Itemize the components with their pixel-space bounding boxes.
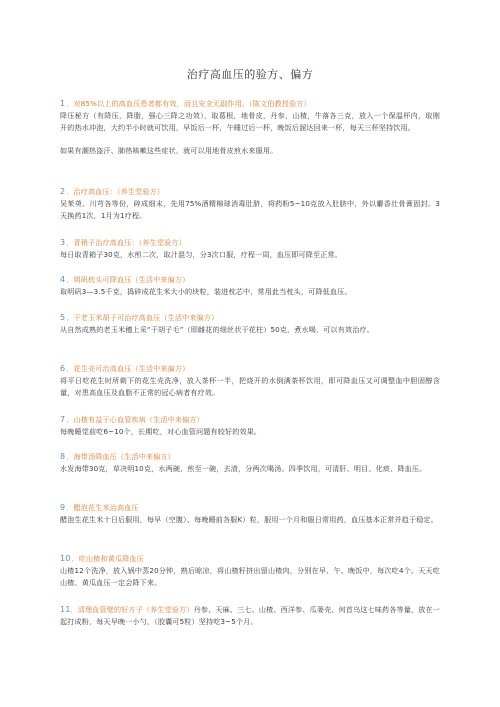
remedy-body: 水发海带30克，草决明10克，水两碗，煎至一碗，去渣，分两次喝汤。四季饮用，可清肝、明目、化痰、降血压。 [60,464,427,473]
remedy-body: 从自然成熟的老玉米穗上采“干胡子毛”（即雌花的细丝状干花柱）50克，煮水喝，可以有效治疗。 [60,325,374,334]
remedy-title: ．明矾枕头可降血压（生活中来偏方） [66,275,190,284]
remedy-title: ．海带汤降血压（生活中来偏方） [66,452,175,461]
remedy-heading-6 [60,363,440,375]
remedy-title: ．青稍子治疗高血压：（养生堂验方） [66,238,186,247]
remedy-heading-8 [60,451,440,463]
remedy-body: 降压秘方（有降压，降脂，强心三降之功效），取葛根，地骨皮，丹参，山楂，牛落各三克，放入一个保温杯内，取刚开的热水冲泡，大约半小时就可饮用，早饭后一杯，午睡过后一杯，晚饭后溜达回来一杯，每天三杯坚持饮用。 [60,111,440,132]
remedy-heading-3 [60,237,440,249]
page-title: 治疗高血压的验方、偏方 [186,68,314,81]
remedy-section-2 [60,186,440,222]
remedy-title: ．治疗高血压：（养生堂验方） [66,187,165,196]
remedy-title: ．吃山楂和黄瓜降血压 [71,554,144,563]
remedy-heading-2 [60,186,440,198]
remedy-number: 4 [60,275,66,284]
remedy-body: 取明矾3—3.5千克，捣碎成花生米大小的块粒，装进枕芯中，常用此当枕头，可降低血压。 [60,287,352,296]
remedy-section-6 [60,363,440,399]
remedy-heading-7 [60,414,440,426]
remedy-number: 11 [60,605,71,614]
remedy-body: 每晚睡觉前吃6~10个，长期吃，对心血管问题有较好的效果。 [60,427,262,436]
remedy-title: ．干老玉米胡子可治疗高血压（生活中来偏方） [66,313,219,322]
remedy-section-8 [60,451,440,475]
remedy-title: ．花生壳可治高血压（生活中来偏方） [66,364,190,373]
remedy-heading-10 [60,553,440,565]
remedy-title: ．清理血管壁的好方子（养生堂验方） [70,605,194,614]
remedy-body: 每日取青箱子30克，水煎二次，取汁混匀，分3次口服，疗程一周，血压即可降至正常。 [60,250,343,259]
remedy-title: ．醋泡花生米治高血压 [66,503,139,512]
remedy-section-11 [60,604,440,628]
remedy-heading-11 [60,604,440,628]
remedy-heading-1 [60,98,440,110]
remedy-section-4 [60,274,440,298]
remedy-body: 醋泡生花生米十日后服用，每早（空腹）、每晚睡前各服K）粒，服用一个月和服日常用药，血压基本正常并趋于稳定。 [60,515,438,524]
remedy-body: 吴茱萸、川芎各等份，碎成细末，先用75%酒精棉球消毒肚脐，将药粉5~10克放入肚脐中，外以麝香壮骨膏固封。3天换药1次，1月为1疗程。 [60,199,440,220]
remedy-heading-4 [60,274,440,286]
remedy-number: 7 [60,415,66,424]
remedy-body: 丹参、天麻、三七、山楂、西洋参、瓜蒌壳、何首乌这七味药各等量，放在一起打成粉，每天早晚一小勺，（胶囊可5粒）坚持吃3~5个月。 [60,605,440,626]
remedy-section-7 [60,414,440,438]
remedy-note: 如果有潮热盗汗、肺热咳嗽这些症状，就可以用地骨皮煎水来服用。 [60,146,278,155]
remedy-heading-5 [60,312,440,324]
remedy-body: 将平日吃花生时所剩下的花生壳洗净，放入茶杯一半，把烧开的水倒满茶杯饮用，即可降血压又可调整血中胆固醇含量，对患高血压及血脂不正常的冠心病者有疗效。 [60,376,440,397]
remedy-heading-9 [60,502,440,514]
remedy-section-5 [60,312,440,336]
remedy-number: 3 [60,238,66,247]
remedy-number: 10 [60,554,71,563]
remedy-section-9 [60,502,440,526]
remedy-section-1 [60,98,440,157]
remedy-title: ．对85%以上的高血压患者都有效，而且安全无副作用。（陈文伯教授验方） [66,99,311,108]
remedy-number: 8 [60,452,66,461]
remedy-number: 2 [60,187,66,196]
remedy-body: 山楂12个洗净，放入锅中蒸20分钟，熟后晾凉，将山楂籽挤出留山楂肉，分别在早、午、晚饭中，每次吃4个。天天吃山楂、黄瓜血压一定会降下来。 [60,566,440,587]
remedy-number: 1 [60,99,66,108]
remedy-section-10 [60,553,440,589]
remedy-number: 5 [60,313,66,322]
remedy-title: ．山楂有益于心血管疾病（生活中来偏方） [66,415,204,424]
remedy-section-3 [60,237,440,261]
remedy-number: 9 [60,503,66,512]
remedy-number: 6 [60,364,66,373]
